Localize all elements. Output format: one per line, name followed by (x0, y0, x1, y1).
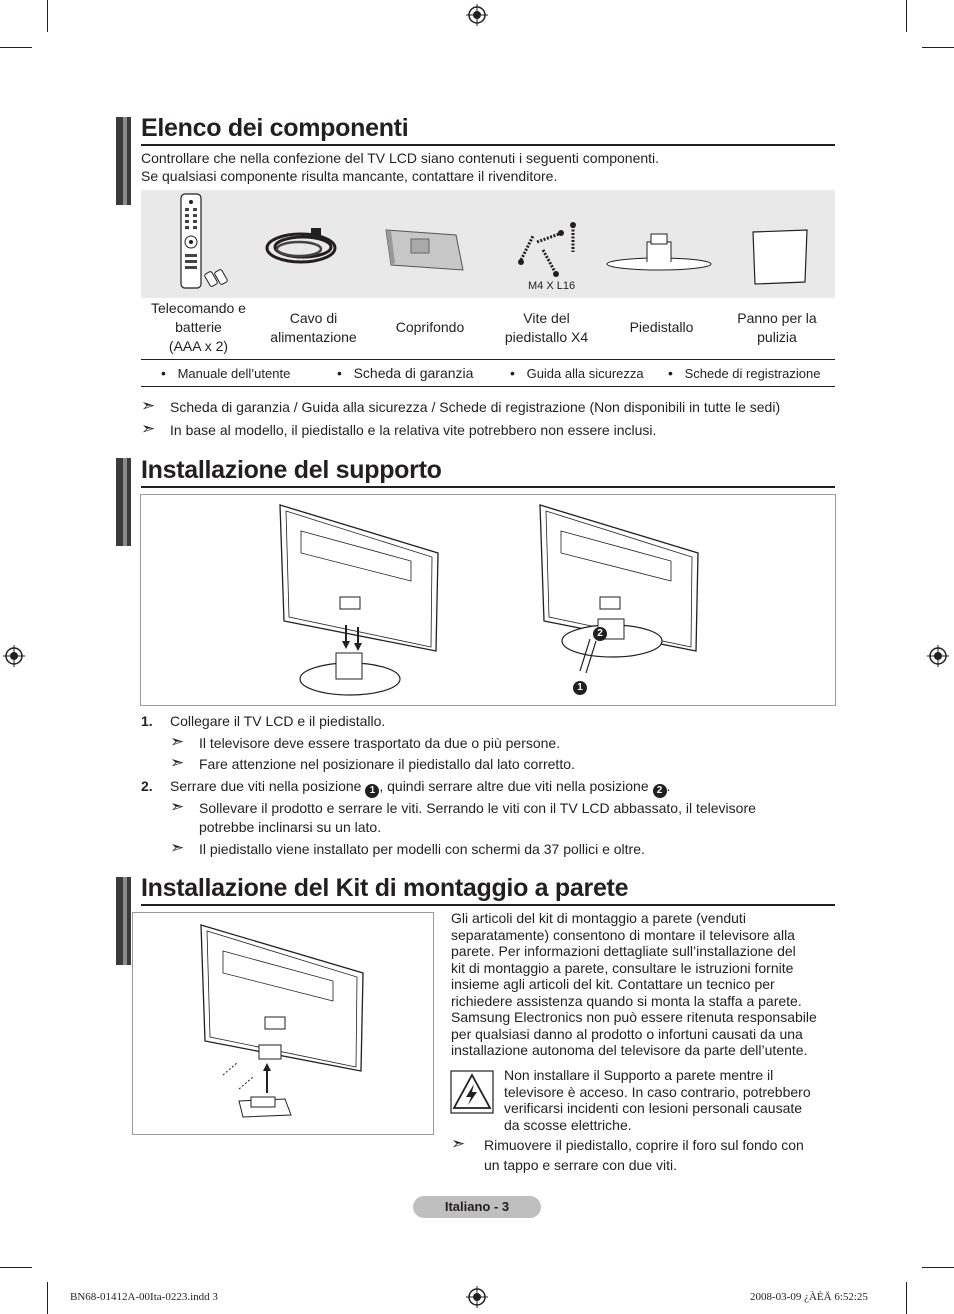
section-title-stand: Installazione del supporto (141, 456, 442, 484)
accessory-item: • Schede di registrazione (668, 365, 821, 381)
note-arrow-icon: ➣ (451, 1134, 466, 1153)
components-image-row (141, 190, 835, 298)
wallmount-paragraph: Gli articoli del kit di montaggio a parete (venduti separatamente) consentono di montare il televisore alla parete. Per informazioni dettagliate sull’installazione del kit di montaggio a parete, consultare le istruzioni fornite insieme agli articoli del kit. Contattare un tecnico per richiedere assistenza quando si monta la staffa a parete. Samsung Electronics non può essere ritenuta responsabile per qualsiasi danno al prodotto o infortuni causati da una installazione autonoma del televisore da parte dell’utente. (451, 910, 817, 1058)
section-rule (141, 904, 835, 906)
electric-warning-icon (450, 1070, 494, 1114)
component-label-cord: Cavo di alimentazione (270, 309, 357, 345)
step-text: Collegare il TV LCD e il piedistallo. (170, 713, 386, 729)
crop-mark (922, 47, 954, 48)
note-arrow-icon: ➣ (170, 753, 185, 772)
note-text: Fare attenzione nel posizionare il piedistallo dal lato corretto. (199, 756, 575, 772)
crop-mark (906, 0, 907, 32)
crop-mark (47, 0, 48, 32)
registration-mark-icon (466, 1286, 488, 1308)
wall-mount-figure (132, 912, 434, 1135)
tv-stand-attach-icon (276, 501, 446, 701)
registration-mark-icon (3, 645, 25, 667)
section-title-components: Elenco dei componenti (141, 114, 409, 142)
step-number: 1. (141, 713, 153, 729)
callout-1: 1 (365, 784, 379, 798)
accessories-row (141, 359, 835, 387)
section-title-wallmount: Installazione del Kit di montaggio a parete (141, 874, 629, 902)
screws-icon (513, 220, 583, 280)
crop-mark (0, 1267, 32, 1268)
note-arrow-icon: ➣ (170, 732, 185, 751)
component-label-screw: Vite del piedistallo X4 (504, 309, 589, 345)
section-bar (116, 877, 131, 965)
note-text: Scheda di garanzia / Guida alla sicurezza / Schede di registrazione (Non disponibili in tutte le sedi) (170, 399, 781, 415)
registration-mark-icon (466, 4, 488, 26)
components-table (141, 190, 835, 357)
tv-back-wallmount-icon (193, 921, 373, 1121)
warning-text: Non installare il Supporto a parete mentre il televisore è acceso. In caso contrario, potrebbero verificarsi incidenti con lesioni personali causate da scosse elettriche. (504, 1067, 811, 1133)
note-text: Rimuovere il piedistallo, coprire il foro sul fondo con (484, 1137, 804, 1153)
page-number-badge: Italiano - 3 (413, 1196, 541, 1218)
crop-mark (922, 1267, 954, 1268)
note-text: un tappo e serrare con due viti. (484, 1157, 678, 1173)
component-label-cloth: Panno per la pulizia (737, 309, 817, 345)
component-label-remote: Telecomando e batterie (AAA x 2) (151, 300, 246, 354)
callout-1: 1 (573, 675, 587, 695)
component-label-cover: Coprifondo (395, 319, 465, 335)
registration-mark-icon (927, 645, 949, 667)
note-text: Il piedistallo viene installato per modelli con schermi da 37 pollici e oltre. (199, 841, 645, 857)
crop-mark (0, 47, 32, 48)
accessory-item: • Scheda di garanzia (337, 365, 474, 381)
intro-text: Se qualsiasi componente risulta mancante, contattare il rivenditore. (141, 168, 558, 184)
intro-text: Controllare che nella confezione del TV LCD siano contenuti i seguenti componenti. (141, 150, 660, 166)
accessory-item: • Guida alla sicurezza (510, 365, 644, 381)
file-slug: BN68-01412A-00Ita-0223.indd 3 (70, 1291, 218, 1303)
note-text: potrebbe inclinarsi su un lato. (199, 819, 382, 835)
note-arrow-icon: ➣ (170, 838, 185, 857)
accessory-item: • Manuale dell’utente (161, 365, 291, 381)
note-text: Sollevare il prodotto e serrare le viti. Serrando le viti con il TV LCD abbassato, il televisore (199, 800, 756, 816)
stand-icon (603, 230, 715, 272)
tv-stand-screws-icon (536, 501, 706, 691)
step-number: 2. (141, 778, 153, 794)
step-text: Serrare due viti nella posizione 1 , quindi serrare altre due viti nella posizione 2 . (170, 778, 671, 796)
power-cord-icon (261, 220, 341, 270)
note-arrow-icon: ➣ (141, 396, 156, 415)
stand-installation-figure (140, 494, 836, 706)
callout-2: 2 (653, 784, 667, 798)
crop-mark (47, 1282, 48, 1314)
note-arrow-icon: ➣ (141, 419, 156, 438)
component-label-stand: Piedistallo (629, 319, 694, 335)
screw-size-label: M4 X L16 (528, 280, 576, 292)
remote-control-icon (179, 192, 237, 292)
note-text: Il televisore deve essere trasportato da due o più persone. (199, 735, 561, 751)
cover-bottom-icon (381, 225, 466, 275)
cleaning-cloth-icon (749, 228, 811, 286)
callout-2: 2 (593, 621, 607, 641)
section-rule (141, 144, 835, 146)
section-rule (141, 486, 835, 488)
section-bar (116, 117, 131, 205)
date-slug: 2008-03-09 ¿ÀÈÄ 6:52:25 (750, 1291, 868, 1303)
note-arrow-icon: ➣ (170, 797, 185, 816)
crop-mark (906, 1282, 907, 1314)
note-text: In base al modello, il piedistallo e la relativa vite potrebbero non essere inclusi. (170, 422, 657, 438)
section-bar (116, 458, 131, 546)
